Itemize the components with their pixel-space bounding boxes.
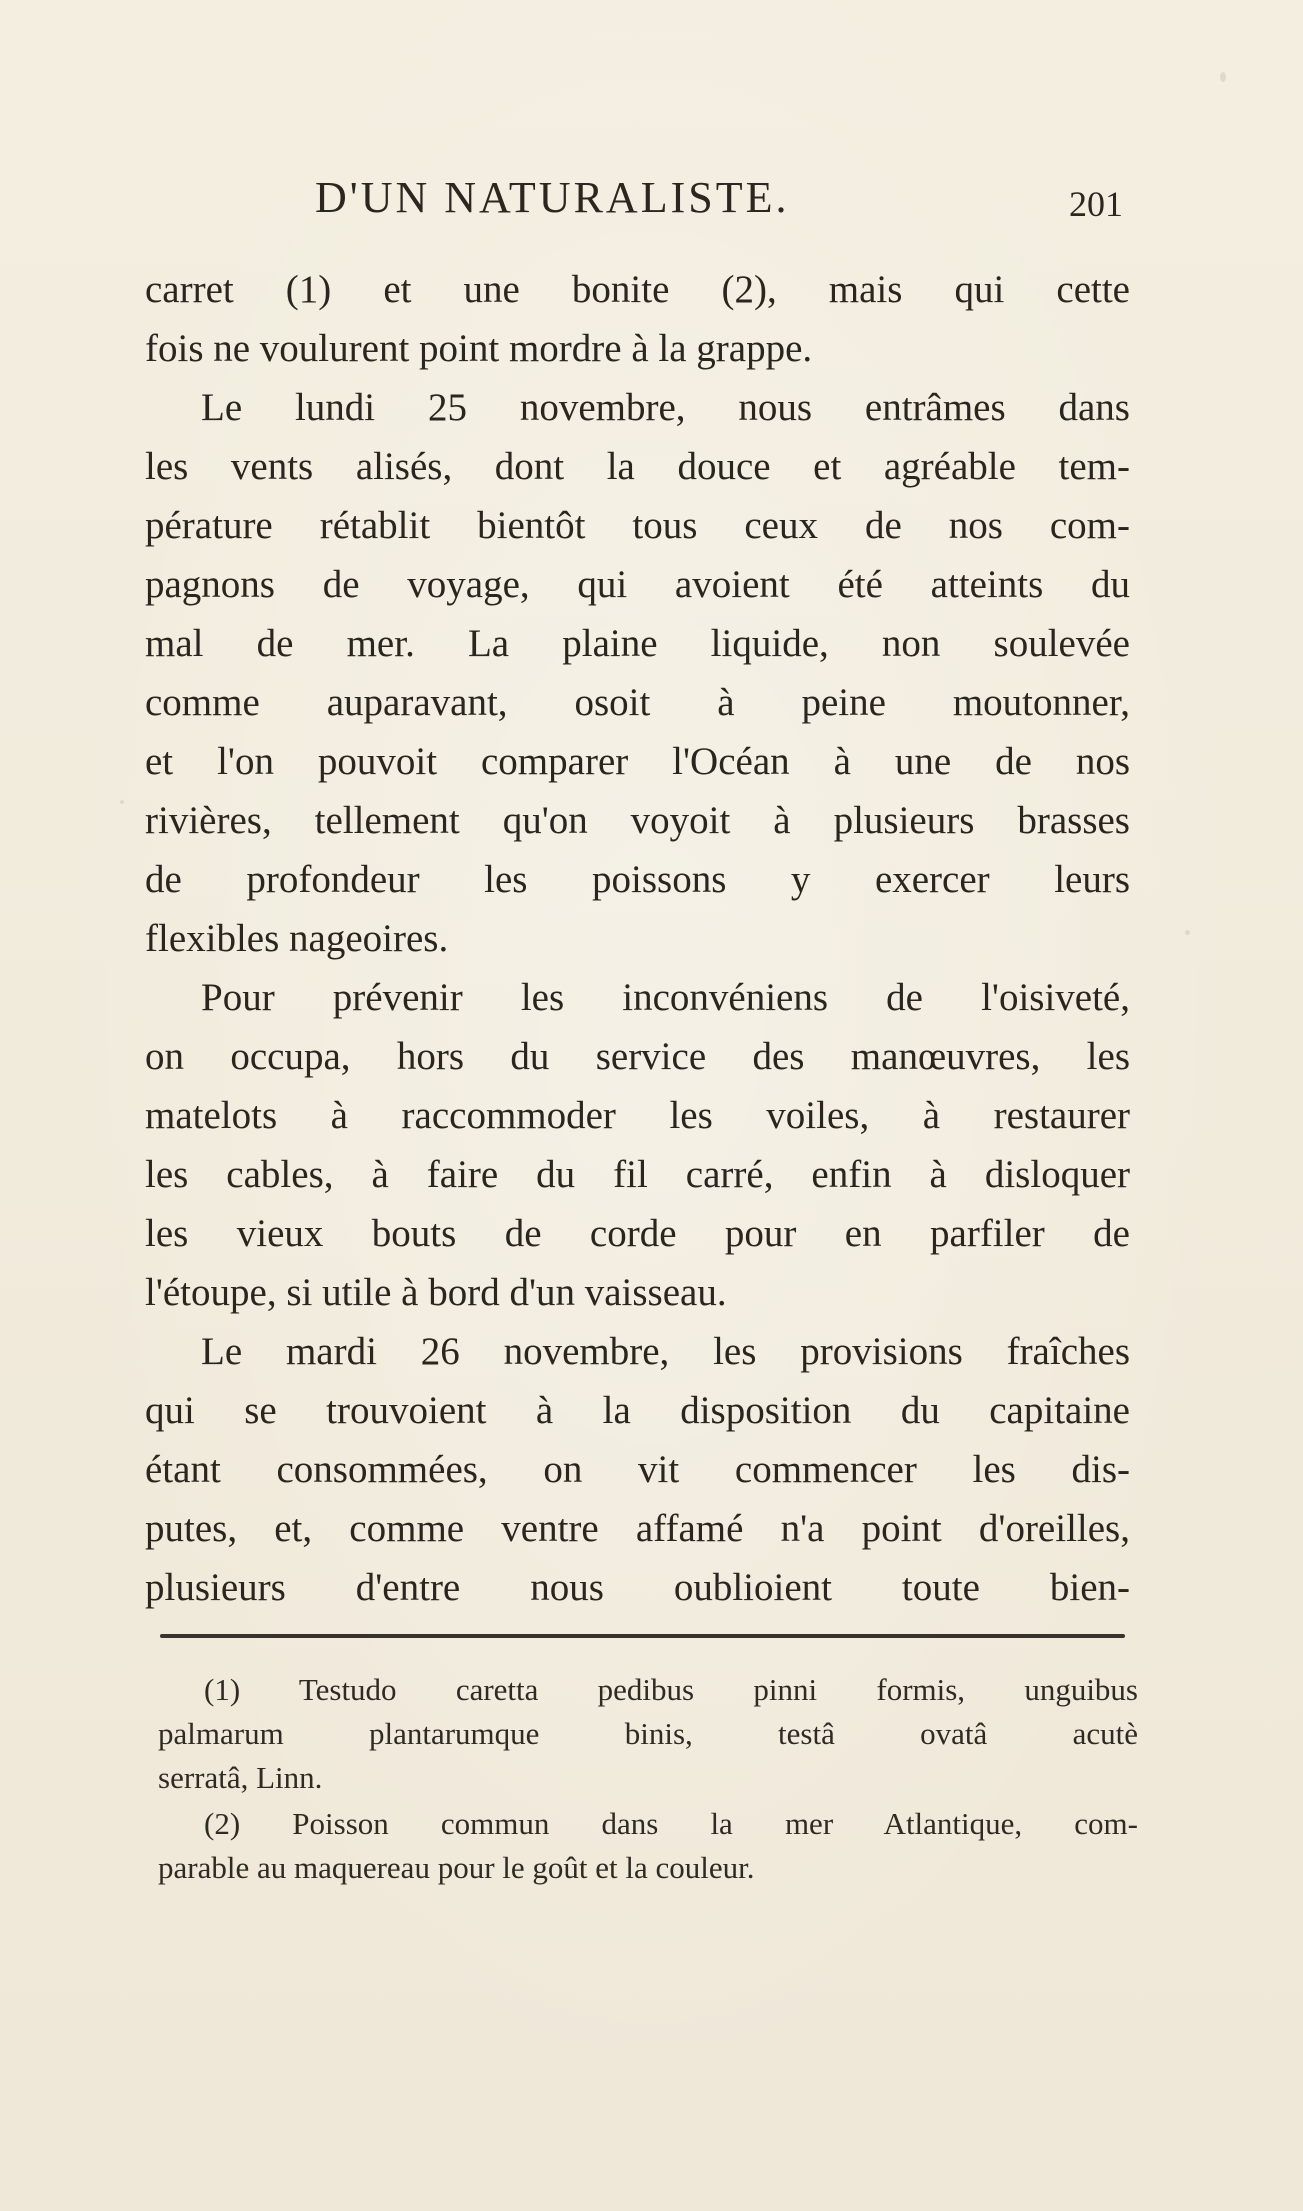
text-line: pérature rétablit bientôt tous ceux de nos com- <box>145 504 1130 547</box>
footnote-1 <box>158 1668 1138 1800</box>
footnote-line: (1) Testudo caretta pedibus pinni formis, unguibus <box>204 1672 1138 1707</box>
text-line: et l'on pouvoit comparer l'Océan à une de nos <box>145 740 1130 783</box>
text-line: les vents alisés, dont la douce et agréable tem- <box>145 445 1130 488</box>
footnote-line: parable au maquereau pour le goût et la couleur. <box>158 1850 755 1885</box>
text-line: plusieurs d'entre nous oublioient toute bien- <box>145 1566 1130 1609</box>
footnote-line: serratâ, Linn. <box>158 1760 323 1795</box>
text-line: l'étoupe, si utile à bord d'un vaisseau. <box>145 1271 727 1314</box>
text-line: Le lundi 25 novembre, nous entrâmes dans <box>201 386 1130 429</box>
footnote-divider <box>160 1634 1125 1638</box>
footnote-line: (2) Poisson commun dans la mer Atlantique, com- <box>204 1806 1138 1841</box>
text-line: les cables, à faire du fil carré, enfin à disloquer <box>145 1153 1130 1196</box>
text-line: comme auparavant, osoit à peine moutonner, <box>145 681 1130 724</box>
text-line: les vieux bouts de corde pour en parfiler de <box>145 1212 1130 1255</box>
text-line: étant consommées, on vit commencer les dis- <box>145 1448 1130 1491</box>
paper-speck <box>1185 930 1190 935</box>
footnote-2 <box>158 1802 1138 1890</box>
text-line: mal de mer. La plaine liquide, non soulevée <box>145 622 1130 665</box>
paper-speck <box>1220 72 1226 82</box>
footnotes <box>158 1668 1138 1892</box>
text-line: qui se trouvoient à la disposition du capitaine <box>145 1389 1130 1432</box>
text-line: fois ne voulurent point mordre à la grappe. <box>145 327 813 370</box>
text-line: matelots à raccommoder les voiles, à restaurer <box>145 1094 1130 1137</box>
page-number: 201 <box>1069 184 1123 224</box>
footnote-line: palmarum plantarumque binis, testâ ovatâ acutè <box>158 1716 1138 1751</box>
text-line: on occupa, hors du service des manœuvres, les <box>145 1035 1130 1078</box>
text-line: Pour prévenir les inconvéniens de l'oisiveté, <box>201 976 1130 1019</box>
text-line: putes, et, comme ventre affamé n'a point d'oreilles, <box>145 1507 1130 1550</box>
running-title: D'UN NATURALISTE. <box>315 173 790 222</box>
paper-speck <box>120 800 124 804</box>
text-line: pagnons de voyage, qui avoient été atteints du <box>145 563 1130 606</box>
running-header <box>315 173 1145 246</box>
main-text <box>145 260 1130 1617</box>
text-line: Le mardi 26 novembre, les provisions fraîches <box>201 1330 1130 1373</box>
text-line: de profondeur les poissons y exercer leurs <box>145 858 1130 901</box>
text-line: rivières, tellement qu'on voyoit à plusieurs brasses <box>145 799 1130 842</box>
text-line: flexibles nageoires. <box>145 917 449 960</box>
paper-speck <box>602 1690 606 1694</box>
text-line: carret (1) et une bonite (2), mais qui cette <box>145 268 1130 311</box>
